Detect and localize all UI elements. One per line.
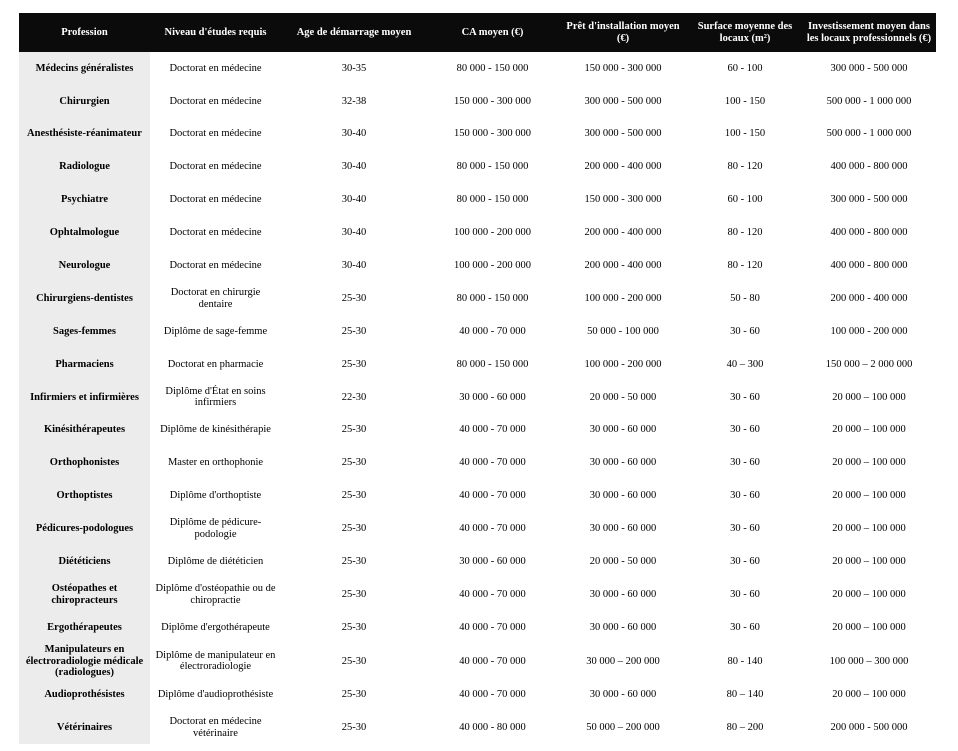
cell-start-age: 30-40 — [281, 249, 427, 282]
cell-investment: 300 000 - 500 000 — [802, 52, 936, 85]
cell-installation-loan: 300 000 - 500 000 — [558, 118, 688, 151]
cell-installation-loan: 50 000 – 200 000 — [558, 712, 688, 745]
cell-education-level: Diplôme d'État en soins infirmiers — [150, 381, 281, 414]
cell-installation-loan: 20 000 - 50 000 — [558, 381, 688, 414]
cell-surface: 80 – 140 — [688, 679, 802, 712]
cell-revenue: 100 000 - 200 000 — [427, 216, 558, 249]
cell-investment: 20 000 – 100 000 — [802, 381, 936, 414]
cell-installation-loan: 300 000 - 500 000 — [558, 85, 688, 118]
cell-education-level: Doctorat en médecine vétérinaire — [150, 712, 281, 745]
cell-profession: Chirurgiens-dentistes — [19, 282, 150, 315]
cell-surface: 30 - 60 — [688, 611, 802, 644]
cell-surface: 100 - 150 — [688, 85, 802, 118]
cell-investment: 200 000 - 500 000 — [802, 712, 936, 745]
cell-investment: 200 000 - 400 000 — [802, 282, 936, 315]
header-investment: Investissement moyen dans les locaux professionnels (€) — [802, 13, 936, 52]
cell-investment: 400 000 - 800 000 — [802, 216, 936, 249]
cell-education-level: Doctorat en médecine — [150, 151, 281, 184]
cell-start-age: 25-30 — [281, 545, 427, 578]
cell-education-level: Diplôme de pédicure-podologie — [150, 512, 281, 545]
cell-investment: 20 000 – 100 000 — [802, 480, 936, 513]
cell-start-age: 25-30 — [281, 679, 427, 712]
table-body — [19, 52, 936, 744]
table-row — [19, 52, 936, 85]
cell-revenue: 40 000 - 70 000 — [427, 644, 558, 679]
cell-revenue: 100 000 - 200 000 — [427, 249, 558, 282]
table-row — [19, 712, 936, 745]
cell-profession: Audioprothésistes — [19, 679, 150, 712]
header-profession: Profession — [19, 13, 150, 52]
cell-education-level: Master en orthophonie — [150, 447, 281, 480]
cell-revenue: 80 000 - 150 000 — [427, 184, 558, 217]
cell-revenue: 40 000 - 70 000 — [427, 447, 558, 480]
cell-start-age: 25-30 — [281, 644, 427, 679]
cell-profession: Manipulateurs en électroradiologie médicale (radiologues) — [19, 644, 150, 679]
cell-revenue: 40 000 - 70 000 — [427, 679, 558, 712]
table-row — [19, 85, 936, 118]
table-row — [19, 480, 936, 513]
cell-revenue: 30 000 - 60 000 — [427, 545, 558, 578]
professions-table — [19, 13, 936, 744]
cell-surface: 30 - 60 — [688, 545, 802, 578]
cell-surface: 60 - 100 — [688, 184, 802, 217]
cell-education-level: Doctorat en chirurgie dentaire — [150, 282, 281, 315]
cell-investment: 20 000 – 100 000 — [802, 679, 936, 712]
cell-start-age: 30-40 — [281, 151, 427, 184]
cell-start-age: 25-30 — [281, 348, 427, 381]
cell-surface: 30 - 60 — [688, 414, 802, 447]
cell-installation-loan: 50 000 - 100 000 — [558, 315, 688, 348]
cell-surface: 80 - 120 — [688, 216, 802, 249]
cell-start-age: 25-30 — [281, 414, 427, 447]
cell-education-level: Doctorat en pharmacie — [150, 348, 281, 381]
cell-education-level: Diplôme d'orthoptiste — [150, 480, 281, 513]
table-row — [19, 644, 936, 679]
cell-profession: Médecins généralistes — [19, 52, 150, 85]
cell-start-age: 32-38 — [281, 85, 427, 118]
header-start-age: Age de démarrage moyen — [281, 13, 427, 52]
cell-profession: Ophtalmologue — [19, 216, 150, 249]
cell-revenue: 150 000 - 300 000 — [427, 118, 558, 151]
cell-profession: Vétérinaires — [19, 712, 150, 745]
header-installation-loan: Prêt d'installation moyen (€) — [558, 13, 688, 52]
cell-surface: 50 - 80 — [688, 282, 802, 315]
table-row — [19, 679, 936, 712]
cell-installation-loan: 200 000 - 400 000 — [558, 249, 688, 282]
cell-education-level: Diplôme de diététicien — [150, 545, 281, 578]
cell-surface: 80 – 200 — [688, 712, 802, 745]
cell-investment: 500 000 - 1 000 000 — [802, 85, 936, 118]
table-row — [19, 611, 936, 644]
cell-investment: 150 000 – 2 000 000 — [802, 348, 936, 381]
table-header — [19, 13, 936, 52]
table-row — [19, 216, 936, 249]
cell-installation-loan: 30 000 - 60 000 — [558, 414, 688, 447]
cell-education-level: Doctorat en médecine — [150, 52, 281, 85]
cell-investment: 20 000 – 100 000 — [802, 545, 936, 578]
cell-revenue: 80 000 - 150 000 — [427, 151, 558, 184]
cell-start-age: 30-40 — [281, 118, 427, 151]
cell-start-age: 25-30 — [281, 712, 427, 745]
table-row — [19, 545, 936, 578]
table-row — [19, 151, 936, 184]
cell-revenue: 40 000 - 70 000 — [427, 414, 558, 447]
cell-profession: Pharmaciens — [19, 348, 150, 381]
cell-start-age: 25-30 — [281, 282, 427, 315]
cell-investment: 20 000 – 100 000 — [802, 611, 936, 644]
table-row — [19, 118, 936, 151]
cell-surface: 80 - 140 — [688, 644, 802, 679]
cell-education-level: Doctorat en médecine — [150, 118, 281, 151]
cell-investment: 20 000 – 100 000 — [802, 414, 936, 447]
cell-investment: 20 000 – 100 000 — [802, 578, 936, 611]
cell-profession: Ostéopathes et chiropracteurs — [19, 578, 150, 611]
cell-education-level: Diplôme de kinésithérapie — [150, 414, 281, 447]
cell-profession: Orthophonistes — [19, 447, 150, 480]
header-surface: Surface moyenne des locaux (m²) — [688, 13, 802, 52]
cell-profession: Orthoptistes — [19, 480, 150, 513]
cell-revenue: 80 000 - 150 000 — [427, 282, 558, 315]
cell-education-level: Doctorat en médecine — [150, 184, 281, 217]
table-row — [19, 578, 936, 611]
cell-investment: 500 000 - 1 000 000 — [802, 118, 936, 151]
cell-surface: 80 - 120 — [688, 151, 802, 184]
cell-profession: Infirmiers et infirmières — [19, 381, 150, 414]
cell-surface: 60 - 100 — [688, 52, 802, 85]
cell-education-level: Doctorat en médecine — [150, 85, 281, 118]
cell-installation-loan: 30 000 – 200 000 — [558, 644, 688, 679]
cell-surface: 80 - 120 — [688, 249, 802, 282]
cell-education-level: Diplôme d'ostéopathie ou de chiropractie — [150, 578, 281, 611]
cell-revenue: 40 000 - 80 000 — [427, 712, 558, 745]
cell-start-age: 30-40 — [281, 184, 427, 217]
header-education-level: Niveau d'études requis — [150, 13, 281, 52]
cell-education-level: Doctorat en médecine — [150, 249, 281, 282]
cell-investment: 100 000 – 300 000 — [802, 644, 936, 679]
cell-installation-loan: 30 000 - 60 000 — [558, 480, 688, 513]
cell-start-age: 25-30 — [281, 480, 427, 513]
cell-installation-loan: 20 000 - 50 000 — [558, 545, 688, 578]
cell-revenue: 80 000 - 150 000 — [427, 348, 558, 381]
header-revenue: CA moyen (€) — [427, 13, 558, 52]
cell-profession: Kinésithérapeutes — [19, 414, 150, 447]
cell-start-age: 25-30 — [281, 611, 427, 644]
cell-surface: 30 - 60 — [688, 512, 802, 545]
cell-installation-loan: 150 000 - 300 000 — [558, 184, 688, 217]
cell-investment: 400 000 - 800 000 — [802, 249, 936, 282]
cell-profession: Ergothérapeutes — [19, 611, 150, 644]
cell-education-level: Diplôme d'ergothérapeute — [150, 611, 281, 644]
cell-revenue: 40 000 - 70 000 — [427, 578, 558, 611]
cell-surface: 100 - 150 — [688, 118, 802, 151]
cell-installation-loan: 100 000 - 200 000 — [558, 348, 688, 381]
table-row — [19, 512, 936, 545]
cell-revenue: 80 000 - 150 000 — [427, 52, 558, 85]
cell-investment: 20 000 – 100 000 — [802, 447, 936, 480]
table-row — [19, 184, 936, 217]
table-row — [19, 447, 936, 480]
cell-investment: 300 000 - 500 000 — [802, 184, 936, 217]
table-row — [19, 381, 936, 414]
cell-installation-loan: 100 000 - 200 000 — [558, 282, 688, 315]
cell-installation-loan: 200 000 - 400 000 — [558, 216, 688, 249]
cell-start-age: 25-30 — [281, 447, 427, 480]
cell-profession: Pédicures-podologues — [19, 512, 150, 545]
cell-investment: 100 000 - 200 000 — [802, 315, 936, 348]
cell-revenue: 30 000 - 60 000 — [427, 381, 558, 414]
cell-surface: 30 - 60 — [688, 447, 802, 480]
cell-installation-loan: 200 000 - 400 000 — [558, 151, 688, 184]
cell-revenue: 40 000 - 70 000 — [427, 512, 558, 545]
cell-profession: Sages-femmes — [19, 315, 150, 348]
cell-profession: Anesthésiste-réanimateur — [19, 118, 150, 151]
cell-profession: Neurologue — [19, 249, 150, 282]
cell-installation-loan: 30 000 - 60 000 — [558, 447, 688, 480]
cell-profession: Psychiatre — [19, 184, 150, 217]
cell-investment: 400 000 - 800 000 — [802, 151, 936, 184]
cell-start-age: 25-30 — [281, 578, 427, 611]
cell-education-level: Diplôme de manipulateur en électroradiologie — [150, 644, 281, 679]
cell-start-age: 25-30 — [281, 512, 427, 545]
cell-installation-loan: 30 000 - 60 000 — [558, 679, 688, 712]
cell-education-level: Diplôme de sage-femme — [150, 315, 281, 348]
table-row — [19, 348, 936, 381]
table-row — [19, 282, 936, 315]
cell-installation-loan: 30 000 - 60 000 — [558, 611, 688, 644]
cell-installation-loan: 30 000 - 60 000 — [558, 578, 688, 611]
cell-revenue: 40 000 - 70 000 — [427, 611, 558, 644]
cell-education-level: Doctorat en médecine — [150, 216, 281, 249]
table-row — [19, 249, 936, 282]
cell-surface: 30 - 60 — [688, 381, 802, 414]
cell-revenue: 40 000 - 70 000 — [427, 315, 558, 348]
cell-revenue: 40 000 - 70 000 — [427, 480, 558, 513]
cell-surface: 30 - 60 — [688, 315, 802, 348]
cell-start-age: 25-30 — [281, 315, 427, 348]
header-row — [19, 13, 936, 52]
cell-installation-loan: 30 000 - 60 000 — [558, 512, 688, 545]
cell-education-level: Diplôme d'audioprothésiste — [150, 679, 281, 712]
cell-start-age: 30-35 — [281, 52, 427, 85]
cell-profession: Radiologue — [19, 151, 150, 184]
cell-installation-loan: 150 000 - 300 000 — [558, 52, 688, 85]
cell-surface: 40 – 300 — [688, 348, 802, 381]
cell-investment: 20 000 – 100 000 — [802, 512, 936, 545]
cell-surface: 30 - 60 — [688, 480, 802, 513]
cell-profession: Diététiciens — [19, 545, 150, 578]
cell-start-age: 30-40 — [281, 216, 427, 249]
cell-surface: 30 - 60 — [688, 578, 802, 611]
cell-start-age: 22-30 — [281, 381, 427, 414]
table-row — [19, 315, 936, 348]
cell-revenue: 150 000 - 300 000 — [427, 85, 558, 118]
table-row — [19, 414, 936, 447]
cell-profession: Chirurgien — [19, 85, 150, 118]
